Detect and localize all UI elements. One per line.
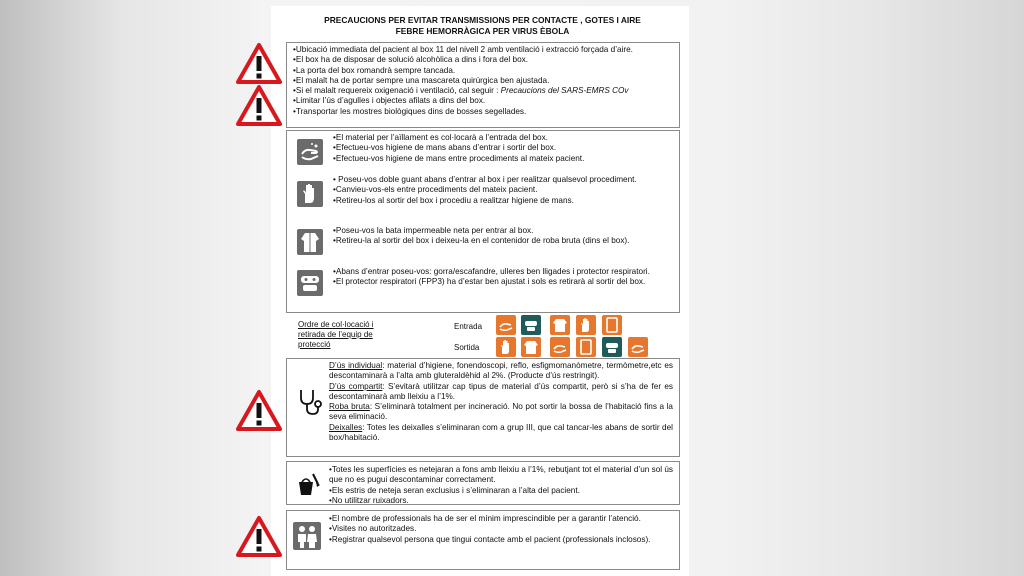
shared-use-term: D’ús compartit (329, 381, 383, 391)
title-line-1: PRECAUCIONS PER EVITAR TRANSMISSIONS PER CONTACTE , GOTES I AIRE (324, 15, 641, 25)
equipment-line (329, 361, 673, 382)
visits-line: •Registrar qualsevol persona que tingui contacte amb el pacient (professionals inclosos). (329, 534, 651, 544)
cleaning-icon (293, 470, 321, 498)
equipment-line (329, 402, 673, 423)
exit-label: Sortida (454, 343, 480, 352)
ppe-line: •Retireu-los al sortir del box i procediu a realitzar higiene de mans. (333, 195, 574, 205)
measure-line (293, 86, 675, 96)
warning-triangle-icon (236, 84, 282, 126)
ppe-line: •Poseu-vos la bata impermeable neta per entrar al box. (333, 226, 534, 235)
stethoscope-icon (295, 387, 323, 417)
entry-label: Entrada (454, 322, 483, 331)
cleaning-box (286, 461, 680, 505)
gown-icon (550, 315, 570, 335)
mask-icon (521, 315, 541, 335)
warning-triangle-icon (236, 389, 282, 431)
warning-triangle-icon (236, 515, 282, 557)
ppe-line: •Efectueu-vos higiene de mans abans d’entrar i sortir del box. (333, 143, 557, 153)
mask-icon (602, 337, 622, 357)
measure-line: •El box ha de disposar de solució alcohòlica a dins i fora del box. (293, 55, 528, 65)
visits-text (329, 514, 673, 545)
handwash-icon (496, 315, 516, 335)
ppe-line: •El material per l’aïllament es col·locarà a l’entrada del box. (333, 133, 548, 142)
handwash-text (333, 133, 673, 164)
cleaning-line: •Els estris de neteja seran exclusius i s’eliminaran a l’alta del pacient. (329, 485, 580, 495)
glove-icon (576, 337, 596, 357)
glove-icon (576, 315, 596, 335)
handwash-icon (628, 337, 648, 357)
people-icon (293, 522, 321, 550)
handwash-icon (297, 139, 323, 165)
cleaning-text (329, 465, 673, 506)
glove-icon (496, 337, 516, 357)
equipment-text (329, 361, 673, 443)
cleaning-line: •Totes les superfícies es netejaran a fons amb lleixiu a l’1%, rebutjant tot el material d’un sol ús que no es pugui descontaminar correctament. (329, 465, 673, 485)
ppe-line: •Retireu-la al sortir del box i deixeu-la en el contenidor de roba bruta (dins el box). (333, 236, 630, 246)
general-measures-box (286, 42, 680, 128)
measure-line: •El malalt ha de portar sempre una mascareta quirúrgica ben ajustada. (293, 75, 550, 85)
visits-box (286, 510, 680, 570)
mask-text (333, 267, 673, 288)
ppe-line: •Abans d’entrar poseu-vos: gorra/escafandre, ulleres ben lligades i protector respiratori. (333, 267, 650, 276)
glove-icon (297, 181, 323, 207)
glove-icon (602, 315, 622, 335)
gown-icon (297, 229, 323, 255)
ppe-line: •Canvieu-vos-els entre procediments del mateix pacient. (333, 185, 538, 195)
laundry-text: : S’eliminarà totalment per incineració. No pot sortir la bossa de l’habitació fins a la seva eliminació. (329, 402, 673, 422)
equipment-box (286, 358, 680, 457)
measure-line: •Ubicació immediata del pacient al box 11 del nivell 2 amb ventilació i extracció forçada d’aire. (293, 45, 633, 54)
ppe-line: •Efectueu-vos higiene de mans entre procediments al mateix pacient. (333, 153, 585, 163)
waste-term: Deixalles (329, 422, 363, 432)
measure-prefix: •Si el malalt requereix oxigenació i ventilació, cal seguir : (293, 86, 501, 96)
gown-text (333, 226, 673, 247)
visits-line: •El nombre de professionals ha de ser el mínim imprescindible per a garantir l’atenció. (329, 514, 641, 523)
measure-line: •Transportar les mostres biològiques dins de bosses segellades. (293, 106, 527, 116)
ppe-line: •El protector respiratori (FPP3) ha d’estar ben ajustat i sols es retirarà al sortir del box. (333, 277, 646, 287)
gown-icon (521, 337, 541, 357)
mask-icon (297, 270, 323, 296)
visits-line: •Visites no autoritzades. (329, 524, 417, 534)
individual-use-text: : material d’higiene, fonendoscopi, reflo, esfigmomanòmetre, termòmetre,etc es descontaminarà a l’alta amb gluteraldèhid al 2%. (Producte d’ús restringit). (329, 361, 673, 381)
glove-text (333, 175, 673, 206)
equipment-line (329, 382, 673, 403)
page-title (290, 15, 675, 37)
cleaning-line: •No utilitzar ruixadors. (329, 495, 409, 505)
ppe-line: • Poseu-vos doble guant abans d’entrar al box i per realitzar qualsevol procediment. (333, 175, 637, 184)
equipment-line (329, 423, 673, 444)
sars-protocol-reference: Precaucions del SARS-EMRS COv (500, 86, 629, 96)
ppe-sequence-label: Ordre de col·locació i retirada de l’equip de protecció (298, 320, 374, 349)
laundry-term: Roba bruta (329, 402, 370, 412)
shared-use-text: : S’evitarà utilitzar cap tipus de material d’ús compartit, però si s’ha de fer es descontaminarà amb lleixiu a l’1%. (329, 381, 673, 401)
general-measures-text (293, 45, 675, 117)
measure-line: •Limitar l’ús d’agulles i objectes afilats a dins del box. (293, 96, 486, 106)
warning-triangle-icon (236, 42, 282, 84)
title-line-2: FEBRE HEMORRÀGICA PER VIRUS ÈBOLA (395, 26, 570, 36)
measure-line: •La porta del box romandrà sempre tancada. (293, 65, 456, 75)
waste-text: : Totes les deixalles s’eliminaran com a grup III, que cal tancar-les abans de sortir del box/habitació. (329, 422, 673, 443)
handwash-icon (550, 337, 570, 357)
individual-use-term: D’ús individual (329, 361, 383, 370)
ppe-box (286, 130, 680, 313)
